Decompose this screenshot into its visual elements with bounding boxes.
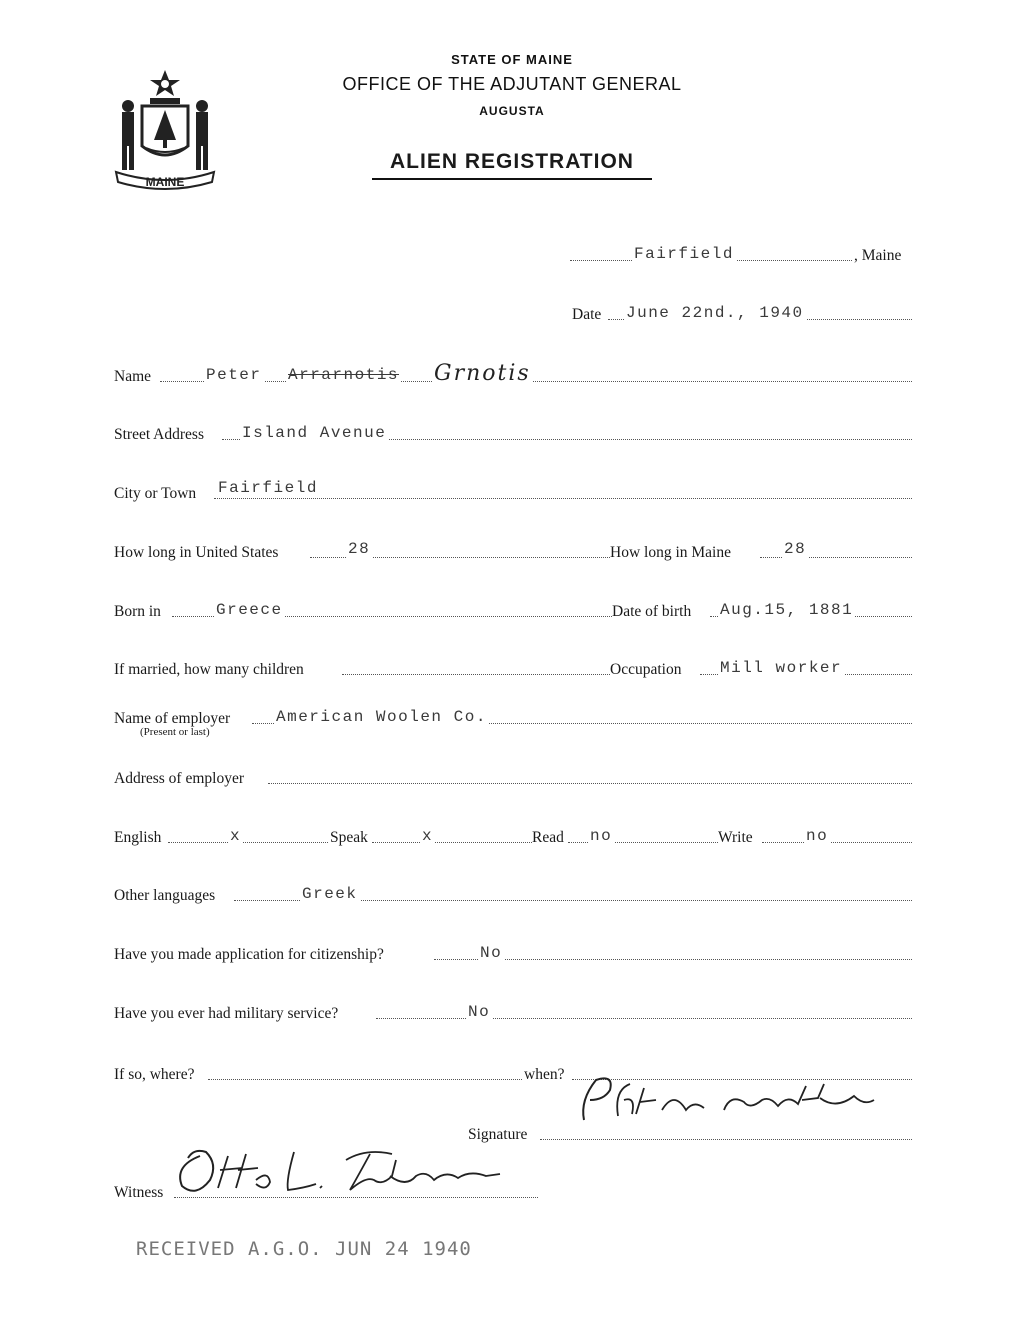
place-value: Fairfield (634, 245, 734, 263)
english-row (114, 825, 913, 847)
write-label: Write (718, 829, 753, 846)
write-value: no (806, 827, 829, 845)
speak-label: Speak (330, 829, 368, 846)
where-label: If so, where? (114, 1066, 195, 1083)
born-value: Greece (216, 601, 283, 619)
occupation-label: Occupation (610, 661, 682, 678)
place-suffix: , Maine (854, 247, 902, 264)
street-label: Street Address (114, 426, 204, 443)
speak-value: x (422, 827, 434, 845)
name-struck: Arrarnotis (288, 366, 400, 384)
citizenship-label: Have you made application for citizenship? (114, 946, 384, 963)
date-row (572, 302, 913, 324)
military-value: No (468, 1003, 491, 1021)
how-long-row (114, 540, 913, 562)
other-languages-value: Greek (302, 885, 358, 903)
svg-text:MAINE: MAINE (145, 175, 185, 189)
maine-years-label: How long in Maine (610, 544, 731, 561)
witness-signature (170, 1140, 520, 1204)
read-value: no (590, 827, 613, 845)
english-value: x (230, 827, 242, 845)
date-label: Date (572, 306, 602, 323)
citizenship-value: No (480, 944, 503, 962)
children-label: If married, how many children (114, 661, 304, 678)
born-label: Born in (114, 603, 161, 620)
employer-label: Name of employer (114, 710, 231, 727)
military-label: Have you ever had military service? (114, 1005, 339, 1022)
street-value: Island Avenue (242, 424, 387, 442)
applicant-signature (574, 1070, 884, 1132)
born-row (114, 599, 913, 621)
other-languages-row (114, 883, 913, 905)
english-label: English (114, 829, 162, 846)
city-value: Fairfield (218, 479, 318, 497)
employer-value: American Woolen Co. (276, 708, 487, 726)
us-years-value: 28 (348, 540, 371, 558)
name-handwritten: Grnotis (434, 361, 531, 386)
us-years-label: How long in United States (114, 544, 279, 561)
when-label: when? (524, 1066, 565, 1083)
header-office: OFFICE OF THE ADJUTANT GENERAL (342, 74, 682, 94)
name-label: Name (114, 368, 152, 385)
other-languages-label: Other languages (114, 887, 216, 904)
occupation-value: Mill worker (720, 659, 843, 677)
citizenship-row (114, 942, 913, 964)
header-state: STATE OF MAINE (451, 52, 573, 67)
witness-label: Witness (114, 1184, 164, 1201)
header-city: AUGUSTA (479, 104, 545, 118)
received-stamp: RECEIVED A.G.O. JUN 24 1940 (136, 1238, 472, 1260)
signature-label: Signature (468, 1126, 528, 1143)
city-label: City or Town (114, 485, 197, 502)
place-row (570, 243, 913, 265)
employer-address-row (114, 766, 913, 788)
children-row (114, 657, 913, 679)
employer-sublabel: (Present or last) (140, 726, 210, 738)
maine-years-value: 28 (784, 540, 807, 558)
dob-label: Date of birth (612, 603, 692, 620)
name-row (114, 361, 913, 386)
employer-address-label: Address of employer (114, 770, 244, 787)
city-row (114, 481, 913, 503)
read-label: Read (532, 829, 564, 846)
street-row (114, 422, 913, 444)
dob-value: Aug.15, 1881 (720, 601, 854, 619)
page-title: ALIEN REGISTRATION (372, 150, 652, 180)
name-first: Peter (206, 366, 262, 384)
employer-row (114, 706, 913, 728)
date-value: June 22nd., 1940 (626, 304, 804, 322)
military-row (114, 1001, 913, 1023)
